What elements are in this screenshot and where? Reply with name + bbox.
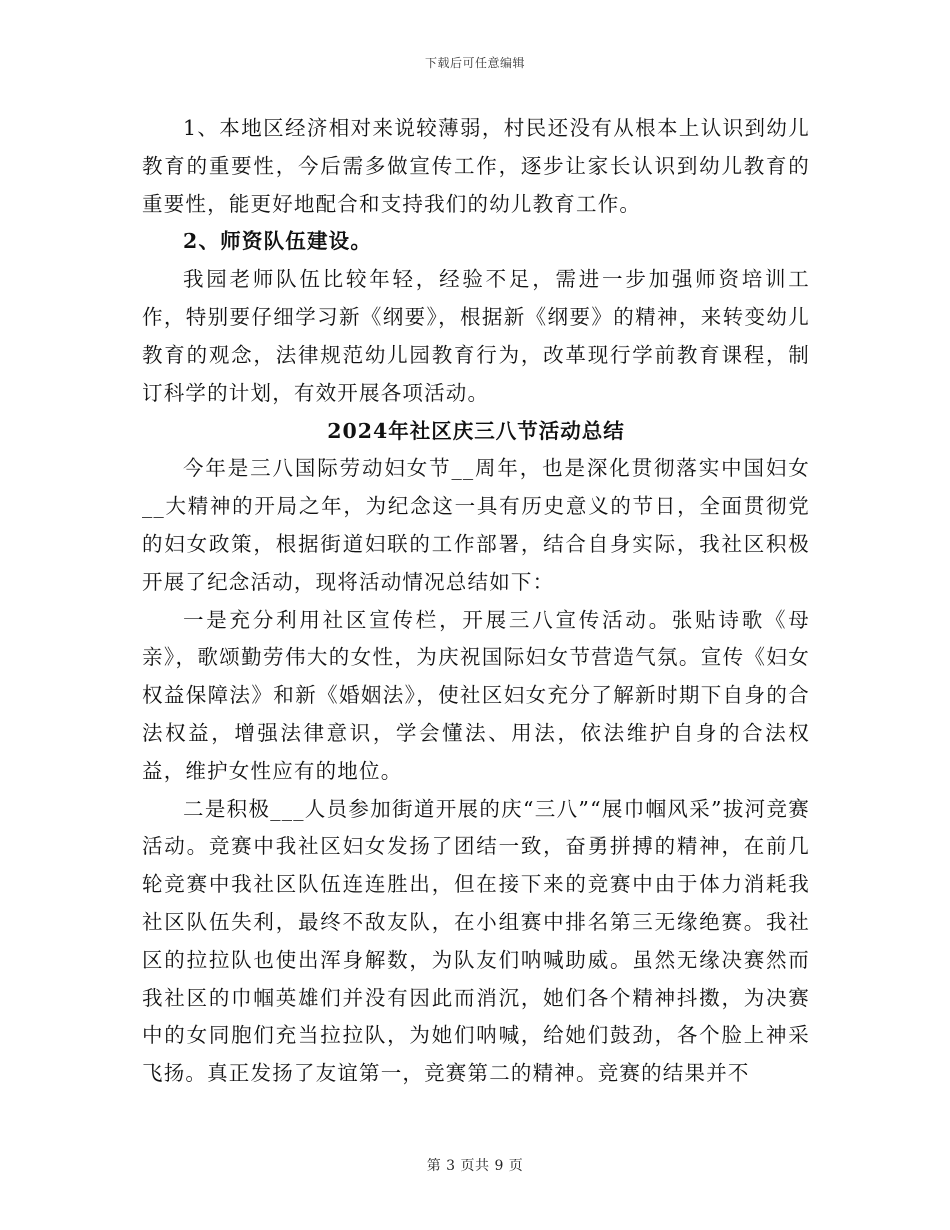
section-heading-teachers: 2、师资队伍建设。 — [183, 229, 373, 254]
page-header: 下载后可任意编辑 — [424, 56, 525, 70]
paragraph-intro: 今年是三八国际劳动妇女节__周年，也是深化贯彻落实中国妇女__大精神的开局之年，为纪念这一具有历史意义的节日，全面贯彻党的妇女政策，根据街道妇联的工作部署，结合自身实际，我社区积极开展了纪念活动，现将活动情况总结如下： — [142, 456, 810, 594]
paragraph-teachers: 我园老师队伍比较年轻，经验不足，需进一步加强师资培训工作，特别要仔细学习新《纲要》，根据新《纲要》的精神，来转变幼儿教育的观念，法律规范幼儿园教育行为，改革现行学前教育课程，制订科学的计划，有效开展各项活动。 — [142, 267, 810, 405]
paragraph-publicity: 一是充分利用社区宣传栏，开展三八宣传活动。张贴诗歌《母亲》，歌颂勤劳伟大的女性，为庆祝国际妇女节营造气氛。宣传《妇女权益保障法》和新《婚姻法》，使社区妇女充分了解新时期下自身的合法权益，增强法律意识，学会懂法、用法，依法维护自身的合法权益，维护女性应有的地位。 — [142, 607, 810, 783]
page-number: 第 3 页共 9 页 — [426, 1158, 524, 1174]
document-title: 2024年社区庆三八节活动总结 — [327, 419, 625, 444]
paragraph-economy: 1、本地区经济相对来说较薄弱，村民还没有从根本上认识到幼儿教育的重要性，今后需多做宣传工作，逐步让家长认识到幼儿教育的重要性，能更好地配合和支持我们的幼儿教育工作。 — [142, 116, 810, 216]
document-body — [142, 110, 810, 1093]
paragraph-tug-of-war: 二是积极___人员参加街道开展的庆“三八”“展巾帼风采”拔河竞赛活动。竞赛中我社区妇女发扬了团结一致，奋勇拼搏的精神，在前几轮竞赛中我社区队伍连连胜出，但在接下来的竞赛中由于体力消耗我社区队伍失利，最终不敌友队，在小组赛中排名第三无缘绝赛。我社区的拉拉队也使出浑身解数，为队友们呐喊助威。虽然无缘决赛然而我社区的巾帼英雄们并没有因此而消沉，她们各个精神抖擞，为决赛中的女同胞们充当拉拉队，为她们呐喊，给她们鼓劲，各个脸上神采飞扬。真正发扬了友谊第一，竞赛第二的精神。竞赛的结果并不 — [142, 796, 810, 1086]
